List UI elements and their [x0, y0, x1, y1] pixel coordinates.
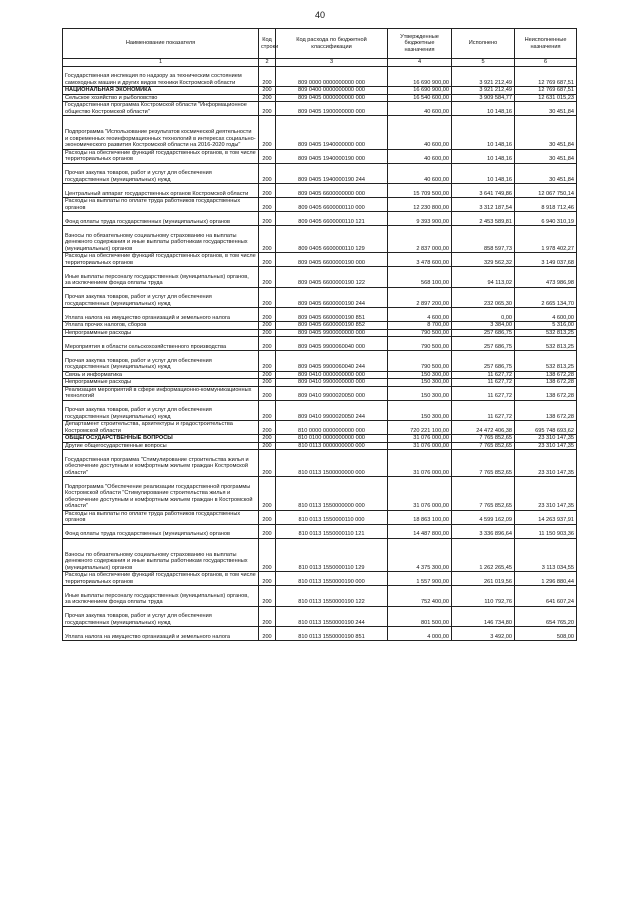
row-name: Реализация мероприятий в сфере информационно-коммуникационных технологий: [63, 386, 259, 400]
table-row: [63, 116, 577, 150]
row-line-code: 200: [259, 322, 276, 330]
page-number: 40: [314, 10, 325, 20]
row-executed-amount: 329 562,32: [452, 253, 515, 267]
row-name: Связь и информатика: [63, 371, 259, 379]
row-unexecuted-amount: 23 310 147,35: [515, 435, 577, 443]
row-name: Государственная инспекция по надзору за техническим состоянием самоходных машин и других видов техники Костромской области: [63, 66, 259, 87]
row-budget-code: 809 0400 0000000000 000: [276, 87, 388, 95]
row-executed-amount: 257 686,75: [452, 329, 515, 337]
row-executed-amount: 10 148,16: [452, 102, 515, 116]
row-line-code: 200: [259, 524, 276, 538]
row-budget-code: 810 0113 0000000000 000: [276, 442, 388, 450]
header-approved: Утвержденные бюджетные назначения: [388, 29, 452, 59]
table-row: [63, 94, 577, 102]
row-name: Непрограммные расходы: [63, 379, 259, 387]
row-budget-code: 809 0410 9900000000 000: [276, 379, 388, 387]
table-row: [63, 442, 577, 450]
row-line-code: 200: [259, 102, 276, 116]
row-name: Прочая закупка товаров, работ и услуг для обеспечения государственных (муниципальных) нужд: [63, 400, 259, 421]
budget-execution-table: [62, 28, 577, 641]
row-approved-amount: 1 557 900,00: [388, 572, 452, 586]
row-name: Расходы на выплаты по оплате труда работников государственных органов: [63, 510, 259, 524]
table-row: [63, 606, 577, 627]
table-row: [63, 510, 577, 524]
table-row: [63, 198, 577, 212]
row-approved-amount: 14 487 800,00: [388, 524, 452, 538]
row-unexecuted-amount: 11 150 903,36: [515, 524, 577, 538]
row-executed-amount: 11 627,72: [452, 371, 515, 379]
column-number: 6: [515, 59, 577, 67]
row-budget-code: 809 0405 9900060040 000: [276, 337, 388, 351]
row-unexecuted-amount: 4 600,00: [515, 308, 577, 322]
row-approved-amount: 40 600,00: [388, 149, 452, 163]
row-line-code: 200: [259, 572, 276, 586]
row-name: Взносы по обязательному социальному страхованию на выплаты денежного содержания и иные выплаты работникам государственных (муниципальных) органов: [63, 226, 259, 253]
table-row: [63, 586, 577, 607]
row-name: Расходы на обеспечение функций государственных органов, в том числе территориальных органов: [63, 149, 259, 163]
column-number: 2: [259, 59, 276, 67]
row-executed-amount: 10 148,16: [452, 116, 515, 150]
row-budget-code: 809 0405 9900060040 244: [276, 351, 388, 372]
table-row: [63, 371, 577, 379]
row-name: Мероприятия в области сельскохозяйственного производства: [63, 337, 259, 351]
row-executed-amount: 3 384,00: [452, 322, 515, 330]
row-budget-code: 809 0410 9900020050 000: [276, 386, 388, 400]
row-name: Уплата налога на имущество организаций и земельного налога: [63, 308, 259, 322]
row-name: Расходы на выплаты по оплате труда работников государственных органов: [63, 198, 259, 212]
row-executed-amount: 3 312 187,54: [452, 198, 515, 212]
row-budget-code: 809 0405 6600000190 000: [276, 253, 388, 267]
header-line-code: Код строки: [259, 29, 276, 59]
row-unexecuted-amount: 695 748 693,62: [515, 421, 577, 435]
row-budget-code: 809 0405 6600000110 000: [276, 198, 388, 212]
table-row: [63, 572, 577, 586]
header-executed: Исполнено: [452, 29, 515, 59]
row-unexecuted-amount: 12 067 750,14: [515, 184, 577, 198]
row-approved-amount: 12 230 800,00: [388, 198, 452, 212]
table-row: [63, 102, 577, 116]
row-line-code: 200: [259, 87, 276, 95]
row-line-code: 200: [259, 450, 276, 477]
row-budget-code: 809 0405 6600000110 129: [276, 226, 388, 253]
row-line-code: 200: [259, 163, 276, 184]
row-executed-amount: 94 113,02: [452, 267, 515, 288]
column-number: 1: [63, 59, 259, 67]
row-unexecuted-amount: 12 769 687,51: [515, 66, 577, 87]
row-executed-amount: 11 627,72: [452, 379, 515, 387]
row-budget-code: 809 0405 6600000190 244: [276, 287, 388, 308]
row-approved-amount: 790 500,00: [388, 351, 452, 372]
row-executed-amount: 10 148,16: [452, 163, 515, 184]
table-row: [63, 66, 577, 87]
row-approved-amount: 4 000,00: [388, 627, 452, 641]
row-unexecuted-amount: 12 769 687,51: [515, 87, 577, 95]
row-line-code: 200: [259, 442, 276, 450]
row-unexecuted-amount: 508,00: [515, 627, 577, 641]
row-approved-amount: 4 375 300,00: [388, 538, 452, 572]
row-approved-amount: 2 837 000,00: [388, 226, 452, 253]
row-unexecuted-amount: 14 263 937,91: [515, 510, 577, 524]
row-approved-amount: 2 897 200,00: [388, 287, 452, 308]
row-executed-amount: 110 792,76: [452, 586, 515, 607]
row-executed-amount: 3 492,00: [452, 627, 515, 641]
row-unexecuted-amount: 30 451,84: [515, 102, 577, 116]
row-line-code: 200: [259, 149, 276, 163]
row-unexecuted-amount: 1 296 880,44: [515, 572, 577, 586]
table-row: [63, 163, 577, 184]
row-line-code: 200: [259, 116, 276, 150]
row-budget-code: 810 0113 1550000110 000: [276, 510, 388, 524]
row-line-code: 200: [259, 287, 276, 308]
row-name: Прочая закупка товаров, работ и услуг для обеспечения государственных (муниципальных) нужд: [63, 163, 259, 184]
row-unexecuted-amount: 30 451,84: [515, 163, 577, 184]
row-name: НАЦИОНАЛЬНАЯ ЭКОНОМИКА: [63, 87, 259, 95]
row-unexecuted-amount: 23 310 147,35: [515, 442, 577, 450]
row-name: Иные выплаты персоналу государственных (муниципальных) органов, за исключением фонда оплаты труда: [63, 586, 259, 607]
row-name: Центральный аппарат государственных органов Костромской области: [63, 184, 259, 198]
row-budget-code: 809 0405 9900000000 000: [276, 329, 388, 337]
row-executed-amount: 3 921 212,49: [452, 66, 515, 87]
table-row: [63, 351, 577, 372]
row-budget-code: 809 0410 0000000000 000: [276, 371, 388, 379]
row-executed-amount: 4 599 162,09: [452, 510, 515, 524]
table-row: [63, 379, 577, 387]
row-name: Департамент строительства, архитектуры и градостроительства Костромской области: [63, 421, 259, 435]
row-line-code: 200: [259, 226, 276, 253]
row-unexecuted-amount: 1 978 402,27: [515, 226, 577, 253]
table-row: [63, 212, 577, 226]
row-budget-code: 810 0113 1500000000 000: [276, 450, 388, 477]
row-budget-code: 810 0113 1550000110 129: [276, 538, 388, 572]
row-approved-amount: 15 709 500,00: [388, 184, 452, 198]
row-budget-code: 809 0405 0000000000 000: [276, 94, 388, 102]
row-approved-amount: 3 478 600,00: [388, 253, 452, 267]
row-line-code: 200: [259, 400, 276, 421]
row-line-code: 200: [259, 421, 276, 435]
row-line-code: 200: [259, 212, 276, 226]
row-name: Непрограммные расходы: [63, 329, 259, 337]
row-executed-amount: 24 472 406,38: [452, 421, 515, 435]
table-row: [63, 253, 577, 267]
row-line-code: 200: [259, 627, 276, 641]
row-approved-amount: 31 076 000,00: [388, 435, 452, 443]
row-name: Государственная программа "Стимулирование строительства жилья и обеспечение доступным и комфортным жильем граждан Костромской области": [63, 450, 259, 477]
row-line-code: 200: [259, 477, 276, 511]
table-body: [63, 66, 577, 641]
row-name: ОБЩЕГОСУДАРСТВЕННЫЕ ВОПРОСЫ: [63, 435, 259, 443]
row-line-code: 200: [259, 94, 276, 102]
row-unexecuted-amount: 30 451,84: [515, 149, 577, 163]
row-budget-code: 809 0405 1900000000 000: [276, 102, 388, 116]
row-line-code: 200: [259, 606, 276, 627]
row-line-code: 200: [259, 329, 276, 337]
row-budget-code: 810 0113 1550000110 121: [276, 524, 388, 538]
row-executed-amount: 7 765 852,65: [452, 477, 515, 511]
row-budget-code: 809 0405 1940000190 244: [276, 163, 388, 184]
row-name: Фонд оплаты труда государственных (муниципальных) органов: [63, 524, 259, 538]
row-budget-code: 810 0113 1550000190 851: [276, 627, 388, 641]
row-approved-amount: 40 600,00: [388, 116, 452, 150]
row-executed-amount: 858 597,73: [452, 226, 515, 253]
row-executed-amount: 7 765 852,65: [452, 450, 515, 477]
row-approved-amount: 31 076 000,00: [388, 477, 452, 511]
row-budget-code: 809 0405 6600000190 122: [276, 267, 388, 288]
row-approved-amount: 8 700,00: [388, 322, 452, 330]
row-executed-amount: 11 627,72: [452, 400, 515, 421]
row-approved-amount: 150 300,00: [388, 371, 452, 379]
row-approved-amount: 16 690 900,00: [388, 66, 452, 87]
row-executed-amount: 2 453 589,81: [452, 212, 515, 226]
row-unexecuted-amount: 2 665 134,70: [515, 287, 577, 308]
row-line-code: 200: [259, 371, 276, 379]
header-budget-code: Код расхода по бюджетной классификации: [276, 29, 388, 59]
table-row: [63, 477, 577, 511]
table-row: [63, 450, 577, 477]
row-name: Взносы по обязательному социальному страхованию на выплаты денежного содержания и иные выплаты работникам государственных (муниципальных) органов: [63, 538, 259, 572]
row-unexecuted-amount: 532 813,25: [515, 351, 577, 372]
row-line-code: 200: [259, 337, 276, 351]
table-row: [63, 308, 577, 322]
row-executed-amount: 232 065,30: [452, 287, 515, 308]
row-executed-amount: 257 686,75: [452, 337, 515, 351]
row-unexecuted-amount: 8 918 712,46: [515, 198, 577, 212]
column-number: 4: [388, 59, 452, 67]
row-unexecuted-amount: 532 813,25: [515, 337, 577, 351]
row-budget-code: 810 0113 1550000190 000: [276, 572, 388, 586]
row-budget-code: 809 0000 0000000000 000: [276, 66, 388, 87]
row-budget-code: 809 0405 6600000190 852: [276, 322, 388, 330]
row-line-code: 200: [259, 351, 276, 372]
row-line-code: 200: [259, 184, 276, 198]
row-unexecuted-amount: 23 310 147,35: [515, 477, 577, 511]
row-approved-amount: 16 540 600,00: [388, 94, 452, 102]
row-unexecuted-amount: 3 149 037,68: [515, 253, 577, 267]
row-name: Прочая закупка товаров, работ и услуг для обеспечения государственных (муниципальных) нужд: [63, 351, 259, 372]
row-name: Фонд оплаты труда государственных (муниципальных) органов: [63, 212, 259, 226]
row-approved-amount: 31 076 000,00: [388, 442, 452, 450]
row-name: Расходы на обеспечение функций государственных органов, в том числе территориальных органов: [63, 572, 259, 586]
table-row: [63, 329, 577, 337]
row-name: Подпрограмма "Обеспечение реализации государственной программы Костромской области "Стимулирование строительства жилья и обеспечение доступным и комфортным жильем граждан в Костромской области": [63, 477, 259, 511]
row-line-code: 200: [259, 586, 276, 607]
header-name: Наименование показателя: [63, 29, 259, 59]
column-number-row: [63, 59, 577, 67]
table-row: [63, 184, 577, 198]
row-budget-code: 809 0405 6600000190 851: [276, 308, 388, 322]
row-budget-code: 810 0000 0000000000 000: [276, 421, 388, 435]
table-row: [63, 386, 577, 400]
row-budget-code: 809 0405 1940000190 000: [276, 149, 388, 163]
row-approved-amount: 801 500,00: [388, 606, 452, 627]
table-row: [63, 538, 577, 572]
row-line-code: 200: [259, 198, 276, 212]
table-row: [63, 287, 577, 308]
row-executed-amount: 3 641 749,86: [452, 184, 515, 198]
row-executed-amount: 7 765 852,65: [452, 435, 515, 443]
row-approved-amount: 150 300,00: [388, 400, 452, 421]
row-executed-amount: 11 627,72: [452, 386, 515, 400]
row-line-code: 200: [259, 267, 276, 288]
row-executed-amount: 7 765 852,65: [452, 442, 515, 450]
row-name: Прочая закупка товаров, работ и услуг для обеспечения государственных (муниципальных) нужд: [63, 606, 259, 627]
row-line-code: 200: [259, 510, 276, 524]
row-executed-amount: 1 262 265,45: [452, 538, 515, 572]
column-number: 5: [452, 59, 515, 67]
row-approved-amount: 790 500,00: [388, 329, 452, 337]
row-name: Прочая закупка товаров, работ и услуг для обеспечения государственных (муниципальных) нужд: [63, 287, 259, 308]
row-budget-code: 810 0113 1550000000 000: [276, 477, 388, 511]
row-approved-amount: 568 100,00: [388, 267, 452, 288]
row-unexecuted-amount: 6 940 310,19: [515, 212, 577, 226]
row-name: Другие общегосударственные вопросы: [63, 442, 259, 450]
row-name: Уплата прочих налогов, сборов: [63, 322, 259, 330]
row-executed-amount: 3 921 212,49: [452, 87, 515, 95]
row-approved-amount: 40 600,00: [388, 102, 452, 116]
column-number: 3: [276, 59, 388, 67]
row-unexecuted-amount: 641 607,24: [515, 586, 577, 607]
row-approved-amount: 40 600,00: [388, 163, 452, 184]
row-executed-amount: 261 019,56: [452, 572, 515, 586]
table-row: [63, 226, 577, 253]
row-unexecuted-amount: 532 813,25: [515, 329, 577, 337]
row-budget-code: 810 0100 0000000000 000: [276, 435, 388, 443]
table-row: [63, 337, 577, 351]
table-row: [63, 421, 577, 435]
row-unexecuted-amount: 473 986,98: [515, 267, 577, 288]
row-approved-amount: 9 393 900,00: [388, 212, 452, 226]
row-name: Уплата налога на имущество организаций и земельного налога: [63, 627, 259, 641]
row-executed-amount: 3 909 584,77: [452, 94, 515, 102]
table-row: [63, 524, 577, 538]
table-row: [63, 400, 577, 421]
row-line-code: 200: [259, 435, 276, 443]
row-unexecuted-amount: 3 113 034,55: [515, 538, 577, 572]
row-name: Иные выплаты персоналу государственных (муниципальных) органов, за исключением фонда оплаты труда: [63, 267, 259, 288]
row-approved-amount: 150 300,00: [388, 386, 452, 400]
table-row: [63, 322, 577, 330]
row-name: Подпрограмма "Использование результатов космической деятельности и современных геоинформационных технологий в интересах социально-экономического развития Костромской области на 2016-2020 годы": [63, 116, 259, 150]
row-executed-amount: 3 336 896,64: [452, 524, 515, 538]
table-row: [63, 627, 577, 641]
row-line-code: 200: [259, 253, 276, 267]
row-executed-amount: 146 734,80: [452, 606, 515, 627]
table-row: [63, 435, 577, 443]
row-approved-amount: 752 400,00: [388, 586, 452, 607]
row-unexecuted-amount: 30 451,84: [515, 116, 577, 150]
row-line-code: 200: [259, 66, 276, 87]
row-approved-amount: 31 076 000,00: [388, 450, 452, 477]
row-unexecuted-amount: 5 316,00: [515, 322, 577, 330]
row-unexecuted-amount: 654 765,20: [515, 606, 577, 627]
row-budget-code: 809 0410 9900020050 244: [276, 400, 388, 421]
header-unexecuted: Неисполненные назначения: [515, 29, 577, 59]
row-budget-code: 809 0405 1940000000 000: [276, 116, 388, 150]
row-approved-amount: 150 300,00: [388, 379, 452, 387]
row-unexecuted-amount: 23 310 147,35: [515, 450, 577, 477]
row-approved-amount: 790 500,00: [388, 337, 452, 351]
row-executed-amount: 10 148,16: [452, 149, 515, 163]
row-unexecuted-amount: 138 672,28: [515, 386, 577, 400]
table-row: [63, 87, 577, 95]
row-executed-amount: 0,00: [452, 308, 515, 322]
row-line-code: 200: [259, 308, 276, 322]
row-executed-amount: 257 686,75: [452, 351, 515, 372]
table-row: [63, 267, 577, 288]
row-name: Сельское хозяйство и рыболовство: [63, 94, 259, 102]
row-budget-code: 809 0405 6600000110 121: [276, 212, 388, 226]
row-approved-amount: 18 863 100,00: [388, 510, 452, 524]
row-line-code: 200: [259, 386, 276, 400]
row-line-code: 200: [259, 379, 276, 387]
row-name: Государственная программа Костромской области "Информационное общество Костромской области": [63, 102, 259, 116]
row-unexecuted-amount: 138 672,28: [515, 371, 577, 379]
table-header-row: [63, 29, 577, 59]
row-approved-amount: 720 221 100,00: [388, 421, 452, 435]
row-approved-amount: 4 600,00: [388, 308, 452, 322]
row-approved-amount: 16 690 900,00: [388, 87, 452, 95]
row-name: Расходы на обеспечение функций государственных органов, в том числе территориальных органов: [63, 253, 259, 267]
row-unexecuted-amount: 138 672,28: [515, 400, 577, 421]
row-budget-code: 810 0113 1550000190 122: [276, 586, 388, 607]
row-line-code: 200: [259, 538, 276, 572]
row-unexecuted-amount: 138 672,28: [515, 379, 577, 387]
row-budget-code: 810 0113 1550000190 244: [276, 606, 388, 627]
table-row: [63, 149, 577, 163]
row-budget-code: 809 0405 6600000000 000: [276, 184, 388, 198]
row-unexecuted-amount: 12 631 015,23: [515, 94, 577, 102]
